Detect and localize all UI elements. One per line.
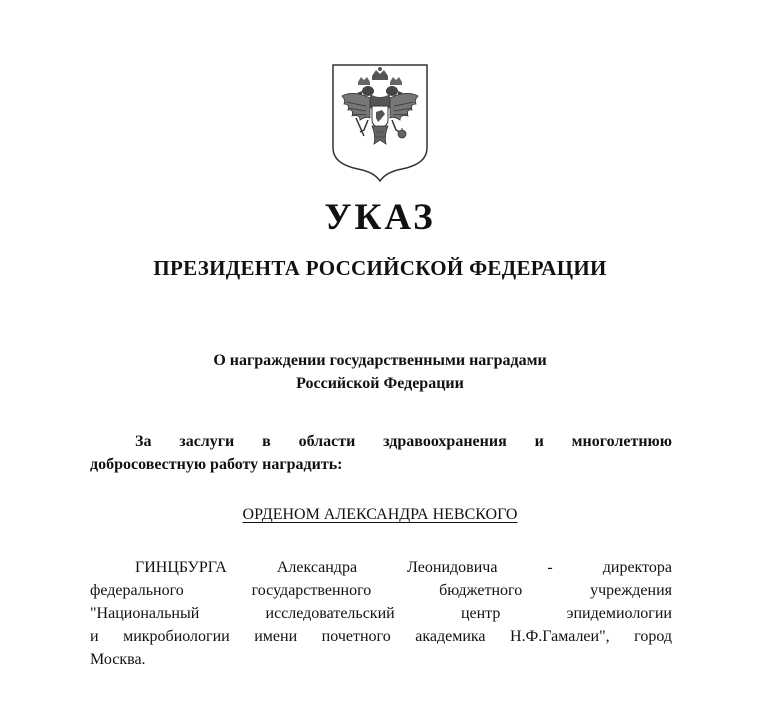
document-subtitle: ПРЕЗИДЕНТА РОССИЙСКОЙ ФЕДЕРАЦИИ <box>153 256 607 280</box>
intro-line: За заслуги в области здравоохранения и многолетнюю <box>135 433 672 450</box>
decree-heading-line: О награждении государственными наградами <box>213 352 547 369</box>
russian-coat-of-arms-icon <box>332 64 428 182</box>
recipient-line: "Национальный исследовательский центр эпидемиологии <box>90 605 672 622</box>
coat-of-arms-emblem <box>332 64 428 182</box>
recipient-paragraph <box>90 556 672 671</box>
recipient-line: и микробиологии имени почетного академика Н.Ф.Гамалеи", город <box>90 628 672 645</box>
award-name: ОРДЕНОМ АЛЕКСАНДРА НЕВСКОГО <box>242 506 518 523</box>
decree-heading <box>0 349 760 395</box>
recipient-line: Москва. <box>90 651 146 668</box>
recipient-line: ГИНЦБУРГА Александра Леонидовича - директора <box>135 559 672 576</box>
recipient-line: федерального государственного бюджетного учреждения <box>90 582 672 599</box>
decree-heading-line: Российской Федерации <box>296 375 464 392</box>
award-title <box>0 504 760 526</box>
intro-line: добросовестную работу наградить: <box>90 456 343 473</box>
intro-paragraph <box>90 430 672 476</box>
document-title: УКАЗ <box>324 197 436 238</box>
